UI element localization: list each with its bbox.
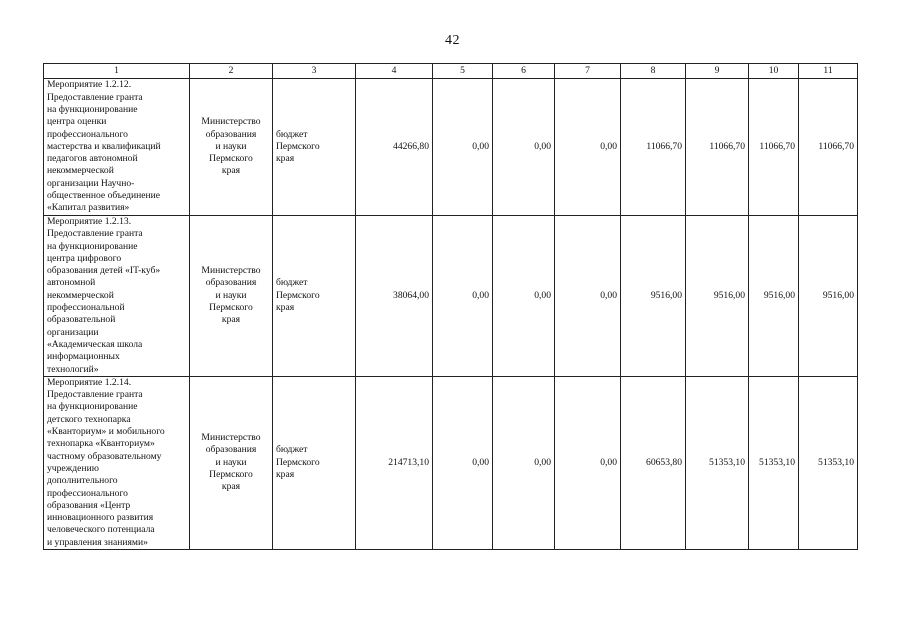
amount-cell: 0,00 (433, 79, 493, 216)
amount-cell: 0,00 (493, 79, 555, 216)
table-row (44, 216, 858, 377)
amount-cell: 9516,00 (749, 216, 799, 377)
amount-cell: 44266,80 (356, 79, 433, 216)
column-number: 2 (190, 64, 273, 79)
column-number: 3 (273, 64, 356, 79)
amount-cell: 0,00 (433, 216, 493, 377)
amount-cell: 11066,70 (621, 79, 686, 216)
responsible-executor: Министерство образования и науки Пермского края (190, 216, 273, 377)
amount-cell: 11066,70 (799, 79, 858, 216)
amount-cell: 51353,10 (686, 376, 749, 549)
column-number: 1 (44, 64, 190, 79)
amount-cell: 0,00 (555, 216, 621, 377)
amount-cell: 0,00 (433, 376, 493, 549)
amount-cell: 0,00 (555, 79, 621, 216)
amount-cell: 11066,70 (686, 79, 749, 216)
table-row (44, 79, 858, 216)
column-number-row (44, 64, 858, 79)
funding-source: бюджет Пермского края (273, 79, 356, 216)
column-number: 5 (433, 64, 493, 79)
amount-cell: 214713,10 (356, 376, 433, 549)
column-number: 4 (356, 64, 433, 79)
amount-cell: 51353,10 (749, 376, 799, 549)
column-number: 6 (493, 64, 555, 79)
measure-description: Мероприятие 1.2.13. Предоставление гранта на функционирование центра цифрового образования детей «IT-куб» автономной некоммерческой профессиональной образовательной организации «Академическая школа информационных технологий» (44, 216, 190, 377)
budget-table (43, 63, 858, 550)
amount-cell: 0,00 (493, 216, 555, 377)
funding-source: бюджет Пермского края (273, 376, 356, 549)
column-number: 7 (555, 64, 621, 79)
amount-cell: 0,00 (555, 376, 621, 549)
amount-cell: 51353,10 (799, 376, 858, 549)
funding-source: бюджет Пермского края (273, 216, 356, 377)
amount-cell: 9516,00 (686, 216, 749, 377)
amount-cell: 38064,00 (356, 216, 433, 377)
amount-cell: 60653,80 (621, 376, 686, 549)
measure-description: Мероприятие 1.2.12. Предоставление гранта на функционирование центра оценки профессионального мастерства и квалификаций педагогов автономной некоммерческой организации Научно- общественное объединение «Капитал развития» (44, 79, 190, 216)
column-number: 9 (686, 64, 749, 79)
column-number: 8 (621, 64, 686, 79)
responsible-executor: Министерство образования и науки Пермского края (190, 376, 273, 549)
column-number: 10 (749, 64, 799, 79)
measure-description: Мероприятие 1.2.14. Предоставление гранта на функционирование детского технопарка «Кванториум» и мобильного технопарка «Кванториум» частному образовательному учреждению дополнительного профессионального образования «Центр инновационного развития человеческого потенциала и управления знаниями» (44, 376, 190, 549)
amount-cell: 9516,00 (621, 216, 686, 377)
amount-cell: 11066,70 (749, 79, 799, 216)
column-number: 11 (799, 64, 858, 79)
amount-cell: 9516,00 (799, 216, 858, 377)
responsible-executor: Министерство образования и науки Пермского края (190, 79, 273, 216)
table-row (44, 376, 858, 549)
page-number: 42 (445, 33, 460, 48)
amount-cell: 0,00 (493, 376, 555, 549)
